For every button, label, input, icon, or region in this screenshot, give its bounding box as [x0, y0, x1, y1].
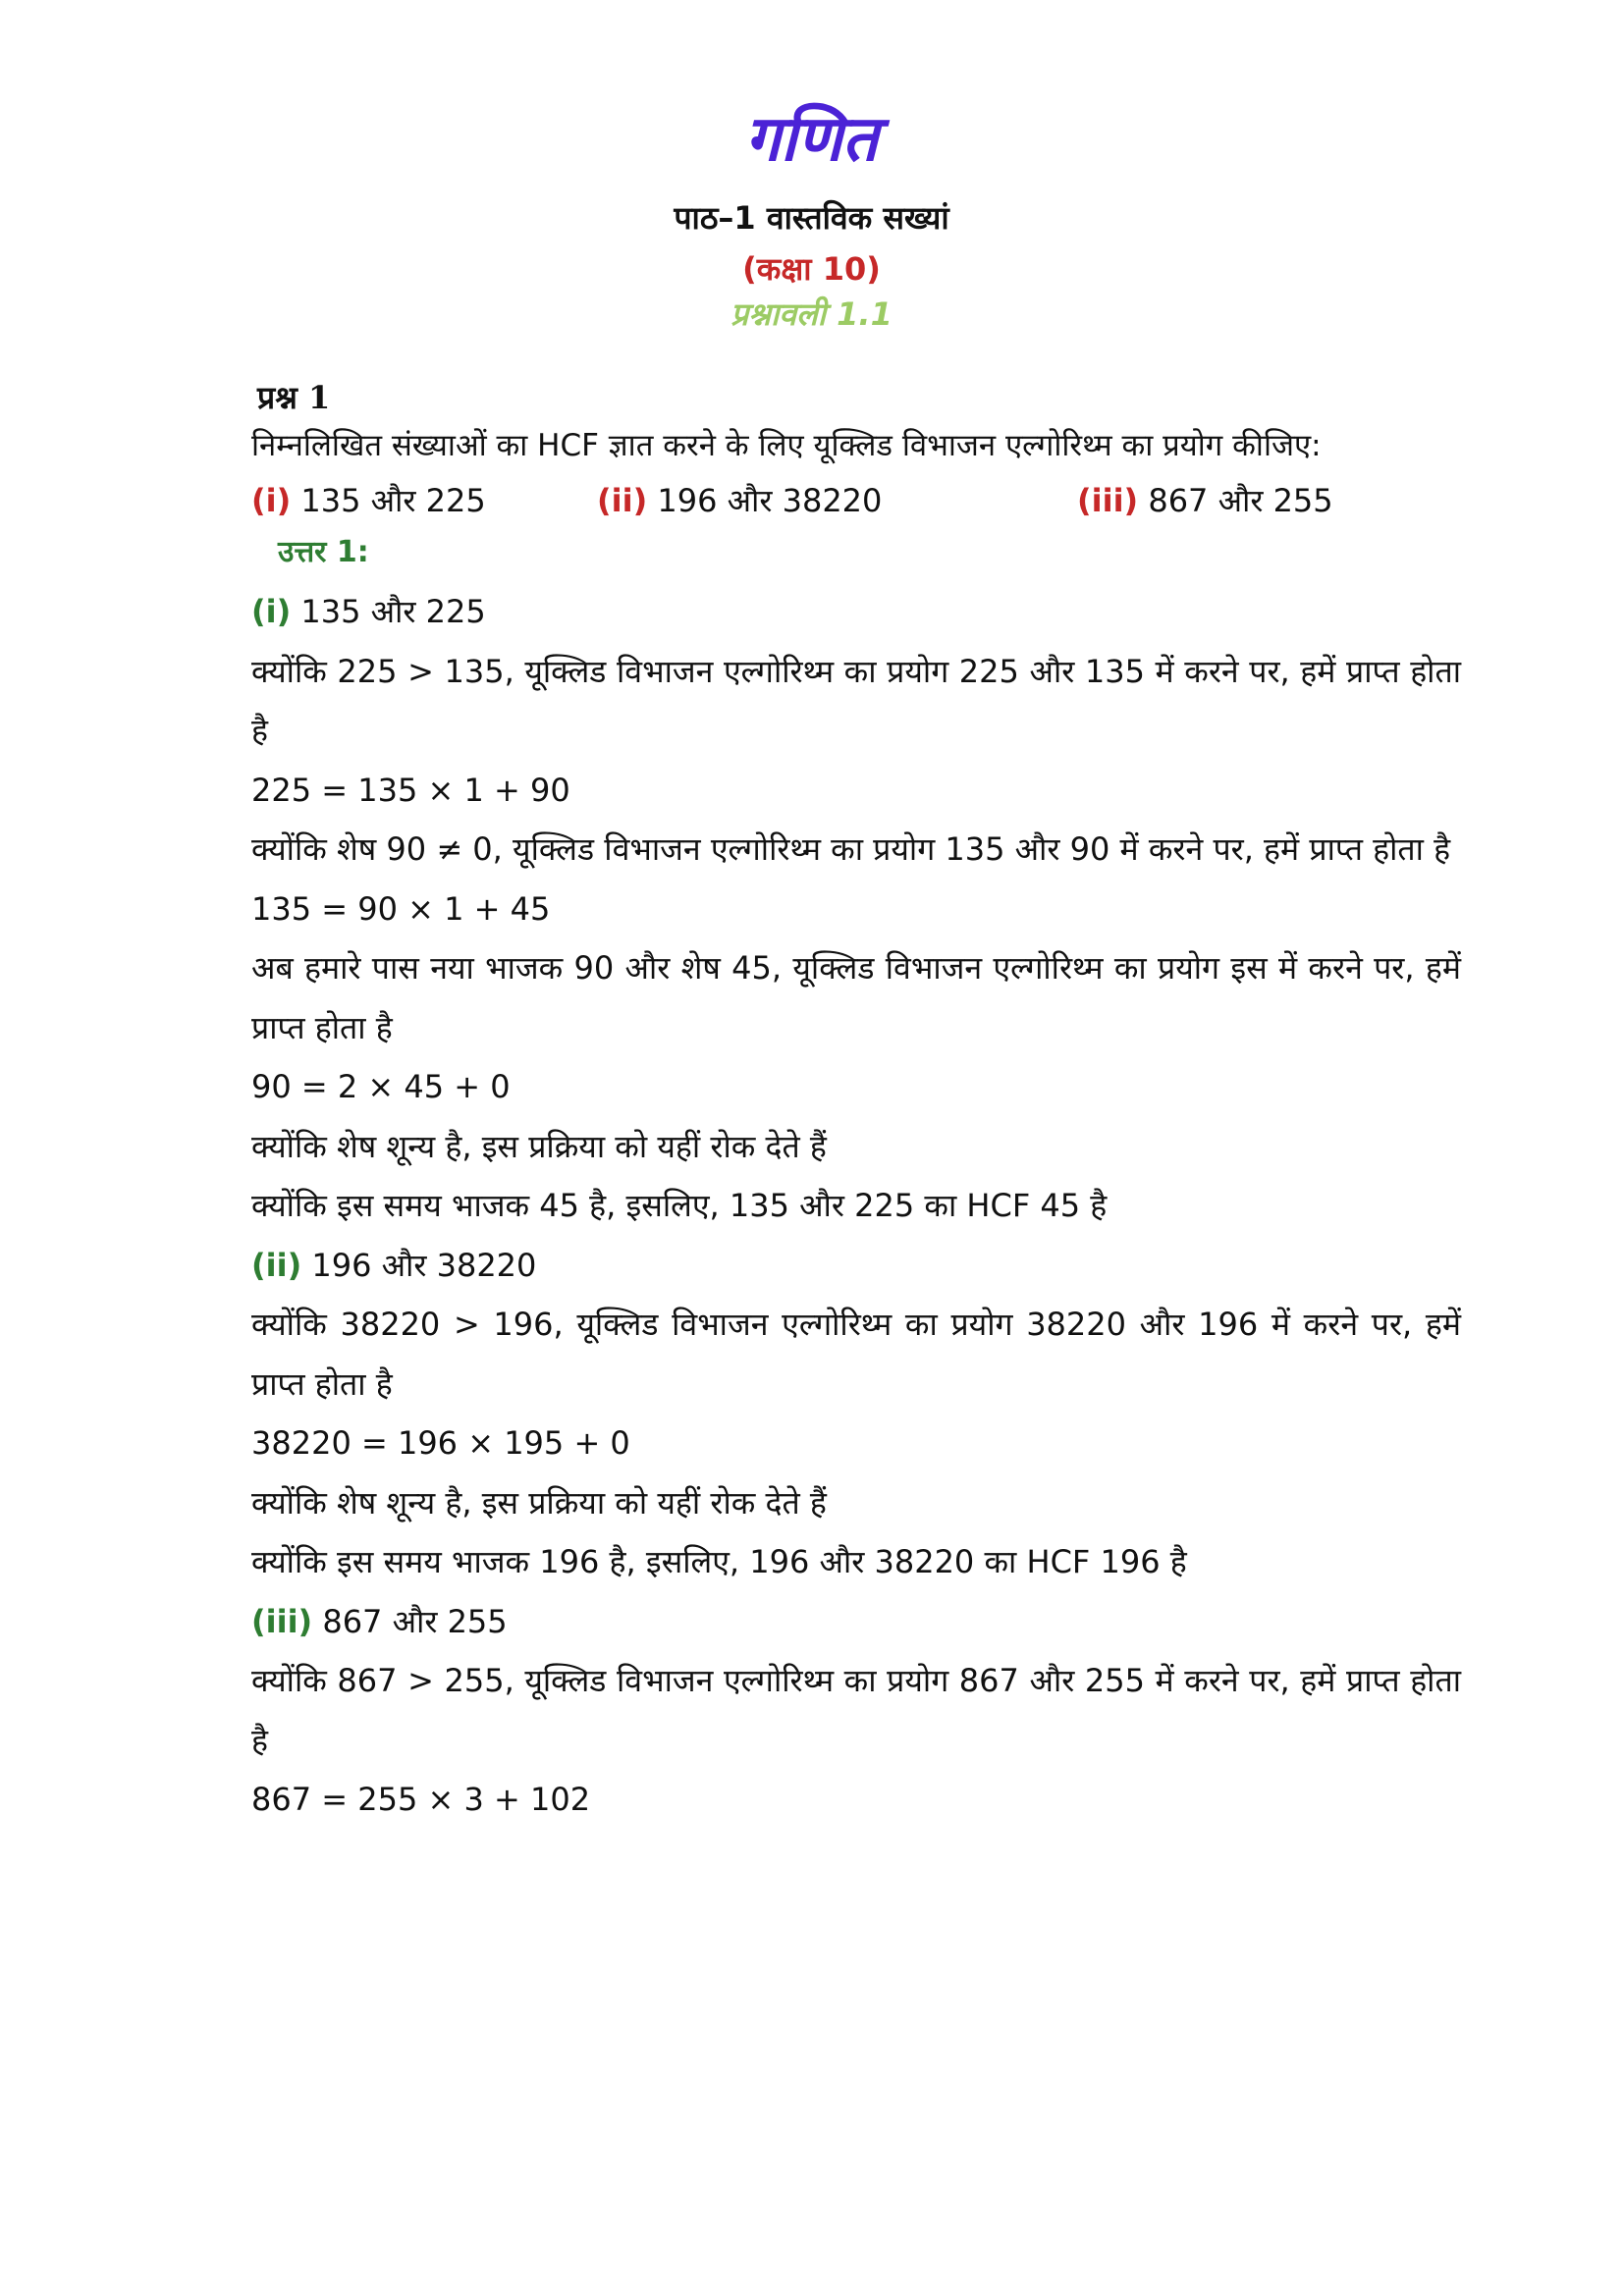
- answer-line: [251, 880, 1461, 939]
- answer-body: [251, 582, 1461, 1830]
- answer-line: [251, 1532, 1461, 1592]
- option-label: (iii): [1077, 482, 1139, 519]
- page-title: गणित: [744, 103, 879, 176]
- answer-line: [251, 1414, 1461, 1473]
- answer-line: [251, 1176, 1461, 1236]
- answer-text: क्योंकि शेष शून्य है, इस प्रक्रिया को यहीं रोक देते हैं: [251, 1127, 827, 1165]
- answer-text: 867 = 255 × 3 + 102: [251, 1781, 591, 1818]
- answer-text: क्योंकि 38220 > 196, यूक्लिड विभाजन एल्गोरिथ्म का प्रयोग 38220 और 196 में करने पर, हमें प्राप्त होता है: [251, 1306, 1461, 1403]
- answer-text: क्योंकि इस समय भाजक 196 है, इसलिए, 196 और 38220 का HCF 196 है: [251, 1543, 1187, 1580]
- part-label: (iii): [251, 1602, 313, 1640]
- option-label: (i): [251, 482, 292, 519]
- answer-text: 135 = 90 × 1 + 45: [251, 889, 551, 928]
- answer-text: क्योंकि 225 > 135, यूक्लिड विभाजन एल्गोरिथ्म का प्रयोग 225 और 135 में करने पर, हमें प्राप्त होता है: [251, 652, 1461, 749]
- answer-line: [251, 761, 1461, 821]
- option-text: 135 और 225: [291, 482, 486, 519]
- chapter-title: पाठ–1 वास्तविक सख्यां: [674, 199, 949, 237]
- answer-line: [251, 1770, 1461, 1830]
- question-text: निम्नलिखित संख्याओं का HCF ज्ञात करने के लिए यूक्लिड विभाजन एल्गोरिथ्म का प्रयोग कीजिए:: [251, 428, 1322, 463]
- answer-text: अब हमारे पास नया भाजक 90 और शेष 45, यूक्लिड विभाजन एल्गोरिथ्म का प्रयोग इस में करने पर, हमें प्राप्त होता है: [251, 949, 1461, 1046]
- answer-text: क्योंकि शेष 90 ≠ 0, यूक्लिड विभाजन एल्गोरिथ्म का प्रयोग 135 और 90 में करने पर, हमें प्राप्त होता है: [251, 830, 1451, 868]
- answer-line: [251, 1592, 1461, 1652]
- answer-line: [251, 820, 1461, 880]
- part-label: (ii): [251, 1246, 302, 1284]
- answer-line: [251, 1117, 1461, 1177]
- answer-line: [251, 1651, 1461, 1770]
- part-label: (i): [251, 593, 292, 630]
- answer-line: [251, 1295, 1461, 1414]
- answer-text: 90 = 2 × 45 + 0: [251, 1068, 511, 1105]
- question-option: [1077, 479, 1333, 521]
- answer-line: [251, 1473, 1461, 1533]
- class-label: (कक्षा 10): [742, 250, 881, 288]
- exercise-title: प्रश्नावली 1.1: [730, 295, 893, 333]
- option-text: 196 और 38220: [647, 482, 883, 519]
- answer-line: [251, 1236, 1461, 1296]
- answer-text: 867 और 255: [312, 1602, 508, 1640]
- answer-text: 135 और 225: [291, 593, 486, 630]
- answer-text: 225 = 135 × 1 + 90: [251, 771, 570, 809]
- answer-text: क्योंकि इस समय भाजक 45 है, इसलिए, 135 और 225 का HCF 45 है: [251, 1187, 1108, 1224]
- answer-line: [251, 1057, 1461, 1117]
- answer-heading: उत्तर 1:: [278, 535, 369, 569]
- answer-line: [251, 938, 1461, 1057]
- option-label: (ii): [597, 482, 648, 519]
- question-heading: प्रश्न 1: [257, 379, 331, 416]
- answer-text: क्योंकि 867 > 255, यूक्लिड विभाजन एल्गोरिथ्म का प्रयोग 867 और 255 में करने पर, हमें प्राप्त होता है: [251, 1662, 1461, 1759]
- answer-text: 196 और 38220: [301, 1246, 537, 1284]
- question-option: [597, 479, 882, 521]
- option-text: 867 और 255: [1138, 482, 1333, 519]
- answer-line: [251, 582, 1461, 642]
- answer-line: [251, 642, 1461, 761]
- question-option: [251, 479, 486, 521]
- answer-text: 38220 = 196 × 195 + 0: [251, 1424, 630, 1462]
- answer-text: क्योंकि शेष शून्य है, इस प्रक्रिया को यहीं रोक देते हैं: [251, 1483, 827, 1522]
